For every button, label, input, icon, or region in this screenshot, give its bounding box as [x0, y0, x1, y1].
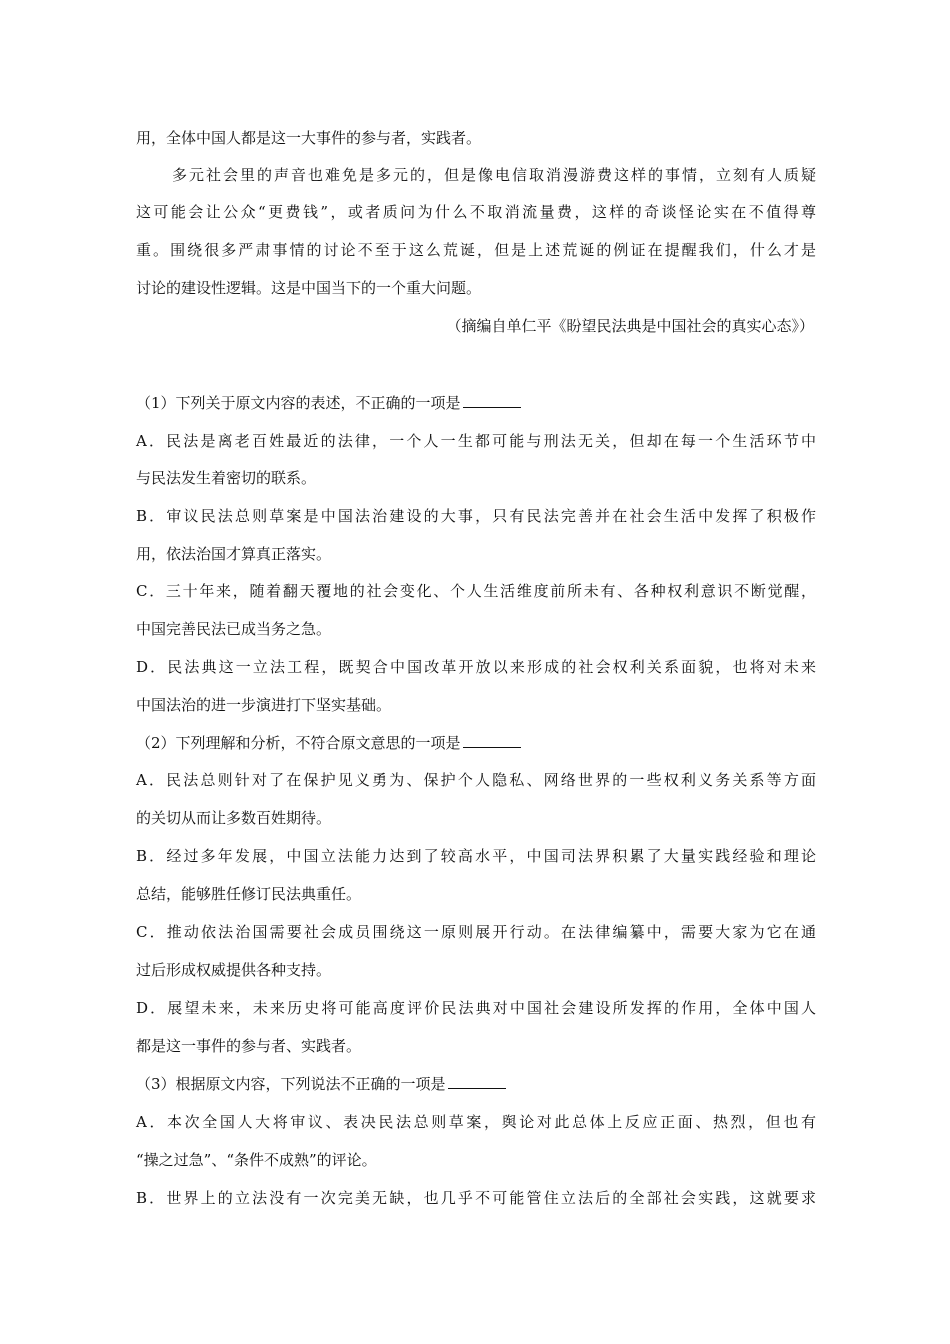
option-d: D．展望未来，未来历史将可能高度评价民法典对中国社会建设所发挥的作用，全体中国人 [136, 999, 816, 1017]
option-d: D．民法典这一立法工程，既契合中国改革开放以来形成的社会权利关系面貌，也将对未来 [136, 658, 816, 676]
answer-blank[interactable] [448, 1074, 506, 1089]
option-c: C．三十年来，随着翻天覆地的社会变化、个人生活维度前所未有、各种权利意识不断觉醒， [136, 582, 816, 600]
option-a-cont: 的关切从而让多数百姓期待。 [136, 809, 332, 827]
option-c-cont: 过后形成权威提供各种支持。 [136, 961, 332, 979]
option-b: B．世界上的立法没有一次完美无缺，也几乎不可能管住立法后的全部社会实践，这就要求 [136, 1189, 816, 1207]
passage-line: 讨论的建设性逻辑。这是中国当下的一个重大问题。 [136, 279, 482, 297]
passage-line: 重。围绕很多严肃事情的讨论不至于这么荒诞，但是上述荒诞的例证在提醒我们，什么才是 [136, 241, 816, 259]
option-a: A．民法是离老百姓最近的法律，一个人一生都可能与刑法无关，但却在每一个生活环节中 [136, 432, 816, 450]
question-stem-text: （2）下列理解和分析，不符合原文意思的一项是 [136, 734, 461, 752]
option-b: B．经过多年发展，中国立法能力达到了较高水平，中国司法界积累了大量实践经验和理论 [136, 847, 816, 865]
option-d-cont: 都是这一事件的参与者、实践者。 [136, 1037, 362, 1055]
passage-line: 用，全体中国人都是这一大事件的参与者，实践者。 [136, 129, 482, 147]
option-c: C．推动依法治国需要社会成员围绕这一原则展开行动。在法律编纂中，需要大家为它在通 [136, 923, 816, 941]
question-stem [136, 733, 816, 753]
passage-source: （摘编自单仁平《盼望民法典是中国社会的真实心态》） [446, 317, 814, 335]
question-stem [136, 393, 816, 413]
option-b: B．审议民法总则草案是中国法治建设的大事，只有民法完善并在社会生活中发挥了积极作 [136, 507, 816, 525]
question-stem-text: （1）下列关于原文内容的表述，不正确的一项是 [136, 394, 461, 412]
question-stem [136, 1074, 816, 1094]
answer-blank[interactable] [463, 733, 521, 748]
question-stem-text: （3）根据原文内容，下列说法不正确的一项是 [136, 1075, 446, 1093]
answer-blank[interactable] [463, 393, 521, 408]
option-b-cont: 用，依法治国才算真正落实。 [136, 545, 332, 563]
option-c-cont: 中国完善民法已成当务之急。 [136, 620, 332, 638]
passage-line: 这可能会让公众“更费钱”，或者质问为什么不取消流量费，这样的奇谈怪论实在不值得尊 [136, 203, 816, 221]
option-d-cont: 中国法治的进一步演进打下坚实基础。 [136, 696, 392, 714]
option-b-cont: 总结，能够胜任修订民法典重任。 [136, 885, 362, 903]
option-a-cont: 与民法发生着密切的联系。 [136, 469, 317, 487]
option-a: A．本次全国人大将审议、表决民法总则草案，舆论对此总体上反应正面、热烈，但也有 [136, 1113, 816, 1131]
passage-line: 多元社会里的声音也难免是多元的，但是像电信取消漫游费这样的事情，立刻有人质疑 [172, 166, 816, 184]
option-a-cont: “操之过急”、“条件不成熟”的评论。 [136, 1151, 377, 1169]
option-a: A．民法总则针对了在保护见义勇为、保护个人隐私、网络世界的一些权利义务关系等方面 [136, 771, 816, 789]
